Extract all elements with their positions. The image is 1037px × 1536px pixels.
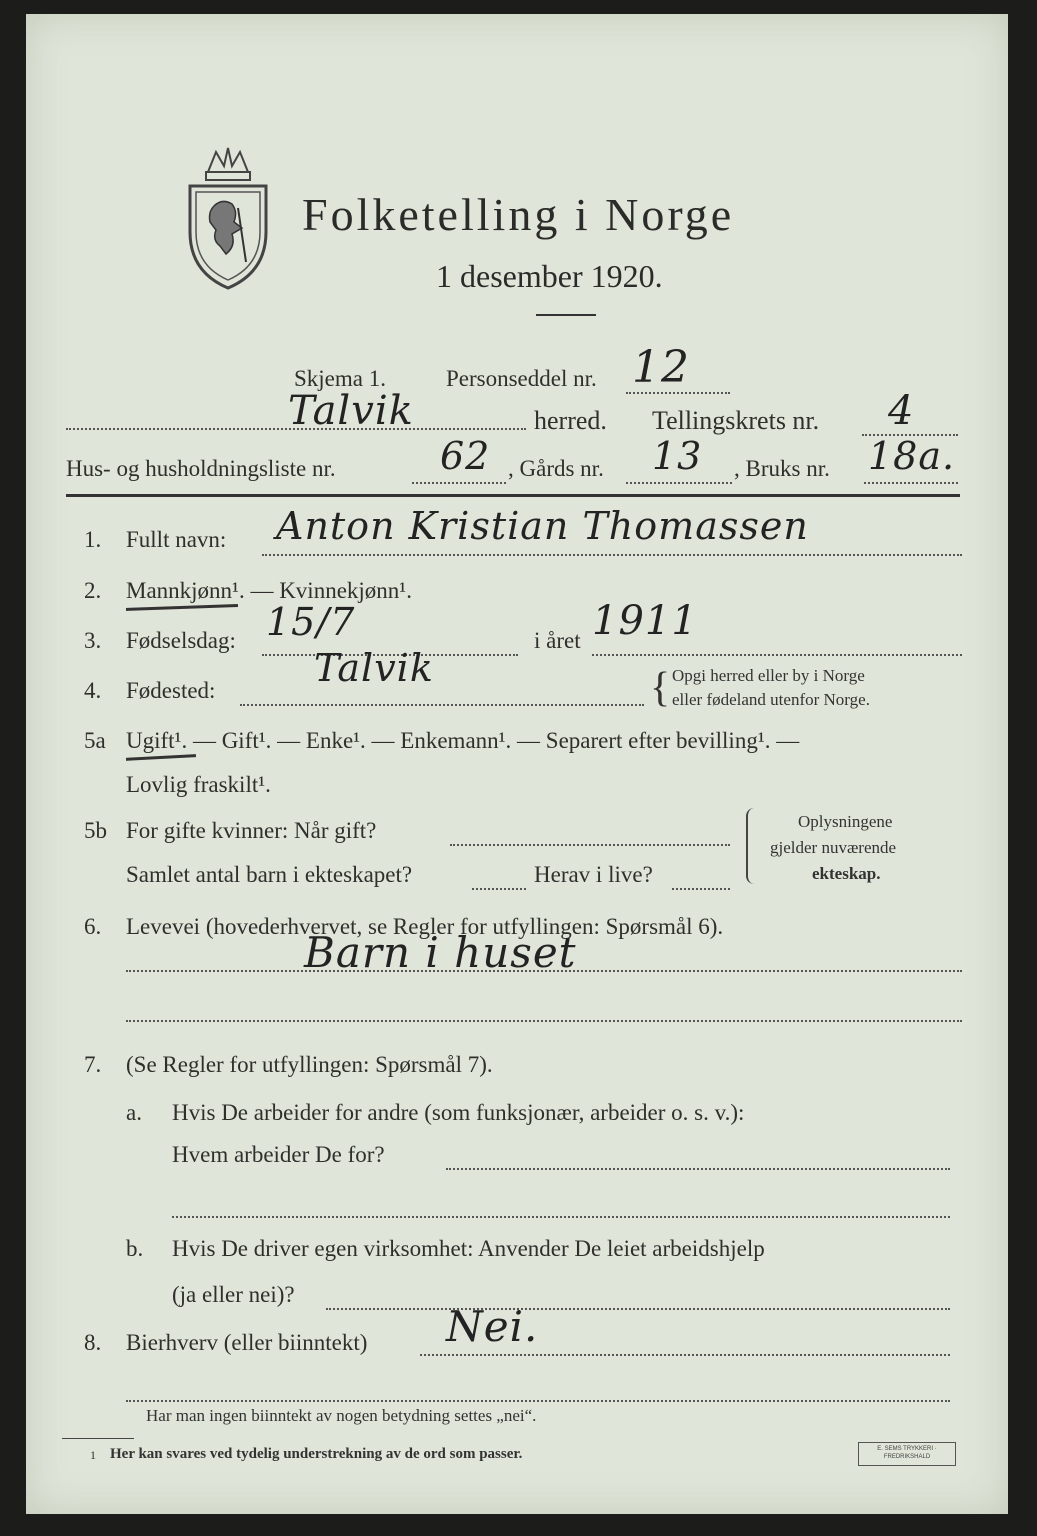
mannkjonn-underline bbox=[126, 604, 238, 611]
q5b-note-line3: ekteskap. bbox=[812, 864, 881, 883]
q7a-employer-label: Hvem arbeider De for? bbox=[172, 1142, 385, 1167]
q7-number: 7. bbox=[84, 1052, 102, 1077]
q1-number: 1. bbox=[84, 527, 102, 552]
herred-label: herred. bbox=[534, 406, 607, 435]
q5b-note-line1: Oplysningene bbox=[798, 812, 893, 831]
hus-value: 62 bbox=[440, 434, 491, 478]
q7b-question: Hvis De driver egen virksomhet: Anvender De leiet arbeidshjelp bbox=[172, 1236, 765, 1261]
hus-label: Hus- og husholdningsliste nr. bbox=[66, 456, 336, 481]
footer-note: Har man ingen biinntekt av nogen betydning settes „nei“. bbox=[146, 1406, 537, 1425]
personseddel-label: Personseddel nr. bbox=[446, 366, 597, 391]
q4-label: Fødested: bbox=[126, 678, 216, 703]
tellingskrets-label: Tellingskrets nr. bbox=[652, 406, 820, 435]
personseddel-value: 12 bbox=[632, 342, 690, 393]
q5a-options-line1: Ugift¹. — Gift¹. — Enke¹. — Enkemann¹. — Separert efter bevilling¹. — bbox=[126, 728, 800, 753]
q5a-number: 5a bbox=[84, 728, 106, 753]
norway-coat-of-arms-icon bbox=[186, 142, 270, 292]
ugift-underline bbox=[126, 754, 196, 761]
form-date: 1 desember 1920. bbox=[436, 258, 663, 294]
q2-number: 2. bbox=[84, 578, 102, 603]
q4-note-line2: eller fødeland utenfor Norge. bbox=[672, 690, 870, 709]
q6-number: 6. bbox=[84, 914, 102, 939]
footnote-text: Her kan svares ved tydelig understrekning av de ord som passer. bbox=[110, 1446, 523, 1462]
q5b-children-label: Samlet antal barn i ekteskapet? bbox=[126, 862, 413, 887]
q6-label: Levevei (hovederhvervet, se Regler for utfyllingen: Spørsmål 6). bbox=[126, 914, 724, 939]
q3-year-value: 1911 bbox=[592, 598, 698, 644]
q6-occupation-value: Barn i huset bbox=[304, 928, 577, 977]
printer-stamp bbox=[858, 1442, 956, 1466]
gards-value: 13 bbox=[652, 434, 703, 478]
title-divider bbox=[536, 314, 596, 316]
footnote-mark: 1 bbox=[90, 1448, 96, 1462]
q1-full-name-value: Anton Kristian Thomassen bbox=[276, 504, 809, 548]
q7b-yes-no-label: (ja eller nei)? bbox=[172, 1282, 295, 1307]
q5b-alive-label: Herav i live? bbox=[534, 862, 653, 887]
footnote-rule bbox=[62, 1438, 134, 1439]
q4-note-brace: { bbox=[650, 665, 671, 711]
printer-stamp-text: E. SEMS TRYKKERI · FREDRIKSHALD bbox=[877, 1446, 937, 1460]
bruks-label: , Bruks nr. bbox=[734, 456, 830, 481]
header-rule bbox=[66, 494, 960, 497]
q3-birthday-value: 15/7 bbox=[266, 600, 356, 644]
bruks-value: 18a. bbox=[868, 434, 956, 478]
form-title: Folketelling i Norge bbox=[302, 189, 735, 240]
q2-sex-options: Mannkjønn¹. — Kvinnekjønn¹. bbox=[126, 578, 412, 603]
q3-label: Fødselsdag: bbox=[126, 628, 236, 653]
q5a-options-line2: Lovlig fraskilt¹. bbox=[126, 772, 271, 797]
q5b-note-bracket bbox=[746, 808, 758, 884]
q4-note-line1: Opgi herred eller by i Norge bbox=[672, 666, 865, 685]
herred-value: Talvik bbox=[288, 388, 414, 434]
q7b-letter: b. bbox=[126, 1236, 144, 1261]
q7a-letter: a. bbox=[126, 1100, 142, 1125]
q5b-note-line2: gjelder nuværende bbox=[770, 838, 897, 857]
q3-year-label: i året bbox=[534, 628, 581, 653]
q1-label: Fullt navn: bbox=[126, 527, 227, 552]
census-form-sheet bbox=[26, 14, 1008, 1514]
q5b-when-married-label: For gifte kvinner: Når gift? bbox=[126, 818, 377, 843]
q3-number: 3. bbox=[84, 628, 102, 653]
q8-side-income-value: Nei. bbox=[446, 1302, 539, 1351]
tellingskrets-value: 4 bbox=[888, 388, 915, 434]
q7a-question: Hvis De arbeider for andre (som funksjonær, arbeider o. s. v.): bbox=[172, 1100, 745, 1125]
q7-label: (Se Regler for utfyllingen: Spørsmål 7). bbox=[126, 1052, 493, 1077]
q8-label: Bierhverv (eller biinntekt) bbox=[126, 1330, 368, 1355]
gards-label: , Gårds nr. bbox=[508, 456, 604, 481]
q8-number: 8. bbox=[84, 1330, 102, 1355]
q5b-number: 5b bbox=[84, 818, 107, 843]
q4-number: 4. bbox=[84, 678, 102, 703]
q4-birthplace-value: Talvik bbox=[314, 646, 434, 690]
skjema-label: Skjema 1. bbox=[294, 366, 386, 391]
